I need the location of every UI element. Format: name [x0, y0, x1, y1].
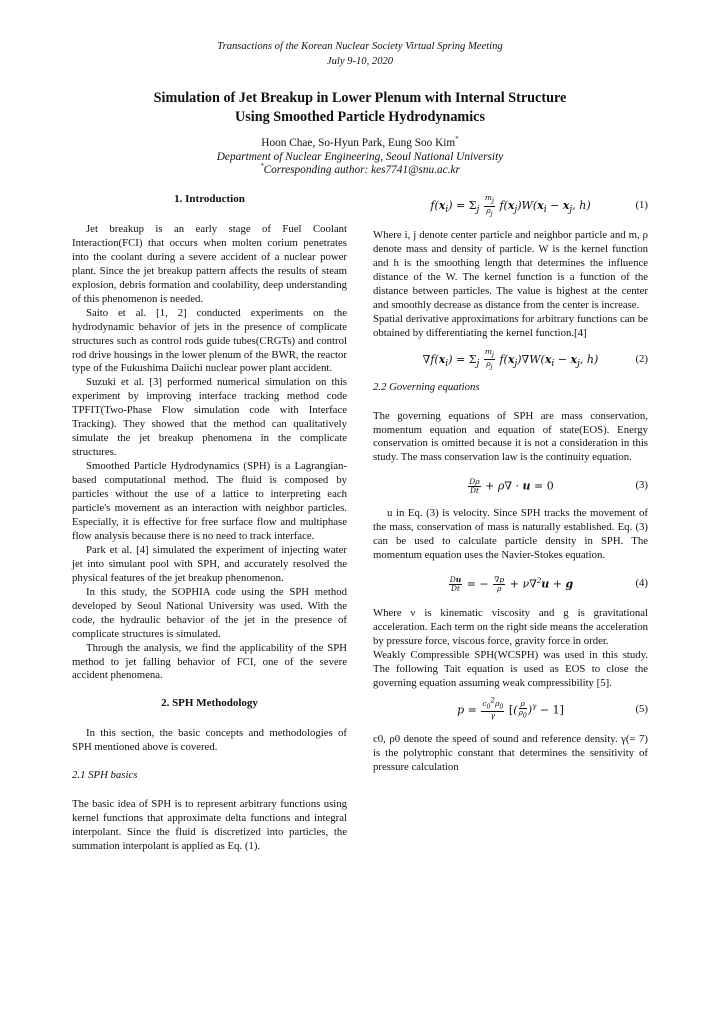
section-methodology-title: 2. SPH Methodology [161, 697, 258, 710]
title-line-2: Using Smoothed Particle Hydrodynamics [235, 108, 485, 125]
subsection-governing-equations-title: 2.2 Governing equations [373, 380, 480, 393]
paragraph: The basic idea of SPH is to represent arbitrary functions using kernel functions that approximate delta functions and integral interpolant. Since the fluid is discretized into particles, the summation interpolant is applied as Eq. (1). [72, 798, 347, 853]
corresponding-author: *Corresponding author: kes7741@snu.ac.kr [260, 162, 460, 177]
paragraph: Smoothed Particle Hydrodynamics (SPH) is a Lagrangian-based computational method. The fluid is composed by particles without the use of a lattice to interpreting each particle's movement as an interaction with neighbor particles. Especially, it is effective for free surface flow and multiphase flow analysis because there is no need to track interface. [72, 460, 347, 542]
paragraph: Park et al. [4] simulated the experiment of injecting water jet into simulant pool with SPH, and accurately resolved the physical features of the jet breakup phenomenon. [72, 543, 347, 584]
equation-4: $\frac{Du}{Dt}$ = − $\frac{\nabla p}{\rho}$ + ν∇$^2$u + g (4) [449, 574, 648, 593]
journal-name: Transactions of the Korean Nuclear Society Virtual Spring Meeting [217, 41, 503, 52]
equation-1: $f(x_i) = \Sigma_j$ $\frac{m_j}{\rho_j}$ $f(x_j)W(x_i - x_j$, h) (1) [430, 193, 648, 217]
title-line-1: Simulation of Jet Breakup in Lower Plenum with Internal Structure [153, 90, 567, 106]
paragraph: Weakly Compressible SPH(WCSPH) was used in this study. The following Tait equation is used as EOS to close the governing equation assuming weak compressibility [5]. [373, 649, 648, 689]
equation-number: (3) [635, 479, 648, 492]
paragraph: Suzuki et al. [3] performed numerical simulation on this experiment by improving interface tracking method code TPFIT(Two-Phase Flow simulation code with Interface Tracking). They showed that the method can qualitatively simulate the jet breakup phenomena in the complicate structures. [72, 376, 347, 459]
paper-title [0, 89, 720, 126]
left-column [72, 193, 347, 854]
right-column [373, 193, 648, 775]
meeting-date: July 9-10, 2020 [326, 55, 394, 67]
equation-5: p = $\frac{c_0^2\rho_0}{\gamma}$ [( $\frac{\rho}{\rho_0}$ )$^\gamma$ − 1] (5) [457, 696, 648, 721]
equation-number: (2) [635, 352, 648, 365]
section-introduction-title: 1. Introduction [174, 193, 245, 205]
equation-2: $\nabla f(x_i) = \Sigma_j$ $\frac{m_j}{\rho_j}$ $f(x_j)\nabla W(x_i - x_j$, h) (2) [422, 346, 648, 371]
affiliation: Department of Nuclear Engineering, Seoul National University [216, 150, 504, 163]
paragraph: Spatial derivative approximations for arbitrary functions can be obtained by differentiating the kernel function.[4] [373, 312, 648, 339]
paragraph: Jet breakup is an early stage of Fuel Coolant Interaction(FCI) that occurs when molten corium penetrates into the coolant during a severe accident of a nuclear power plant. Since the jet breakup pattern affects the results of steam explosion, debris formation and coolability, deep understanding of this phenomenon is needed. [72, 222, 347, 305]
equation-3: $\frac{D\rho}{Dt}$ + ρ∇ · u = 0 (3) [469, 476, 648, 495]
paragraph: Saito et al. [1, 2] conducted experiments on the hydrodynamic behavior of jets in the presence of complicate structures such as control rods guide tubes(CRGTs) and control rod drive housings in the lower plenum of the BWR, the reactor type of the Fukushima Daiichi nuclear power plant accident. [72, 306, 347, 375]
paragraph: Where ν is kinematic viscosity and g is gravitational acceleration. Each term on the right side means the acceleration by pressure force, viscous force, gravity force in order. [373, 607, 648, 648]
paragraph: Where i, j denote center particle and neighbor particle and m, ρ denote mass and density of particle. W is the kernel function and h is the smoothing length that determines the influence distance of the W. The kernel function is a function of the distance between particles. The value is highest at the center and smoothly decrease as distance from the center is increase. [373, 229, 648, 311]
paragraph: The governing equations of SPH are mass conservation, momentum equation and equation of state(EOS). Energy conservation is omitted because it is not a consideration in this study. The mass conservation law is the continuity equation. [373, 409, 648, 464]
equation-number: (4) [635, 577, 648, 590]
paragraph: In this study, the SOPHIA code using the SPH method developed by Seoul National University was used. With the code, the hydraulic behavior of the jet in the presence of complicate structures is simulated. [72, 585, 347, 640]
author-names: Hoon Chae, So-Hyun Park, Eung Soo Kim* [261, 135, 459, 149]
author-block [0, 137, 720, 178]
paragraph: u in Eq. (3) is velocity. Since SPH tracks the movement of the mass, conservation of mass is naturally established. Eq. (3) can be used to calculate particle density in SPH. The momentum equation uses the Navier-Stokes equation. [373, 507, 648, 562]
paragraph: In this section, the basic concepts and methodologies of SPH mentioned above is covered. [72, 727, 347, 754]
corresponding-star: * [260, 162, 264, 171]
page-header [0, 40, 720, 69]
author-star: * [455, 135, 459, 144]
paragraph: c0, ρ0 denote the speed of sound and reference density. γ(= 7) is the polytrophic constant that determines the sensitivity of pressure calculation [373, 732, 648, 773]
paragraph: Through the analysis, we find the applicability of the SPH method to jet falling behavior of FCI, one of the severe accident phenomena. [72, 641, 347, 682]
equation-number: (5) [635, 702, 648, 715]
equation-number: (1) [635, 199, 648, 212]
subsection-sph-basics-title: 2.1 SPH basics [72, 769, 138, 782]
